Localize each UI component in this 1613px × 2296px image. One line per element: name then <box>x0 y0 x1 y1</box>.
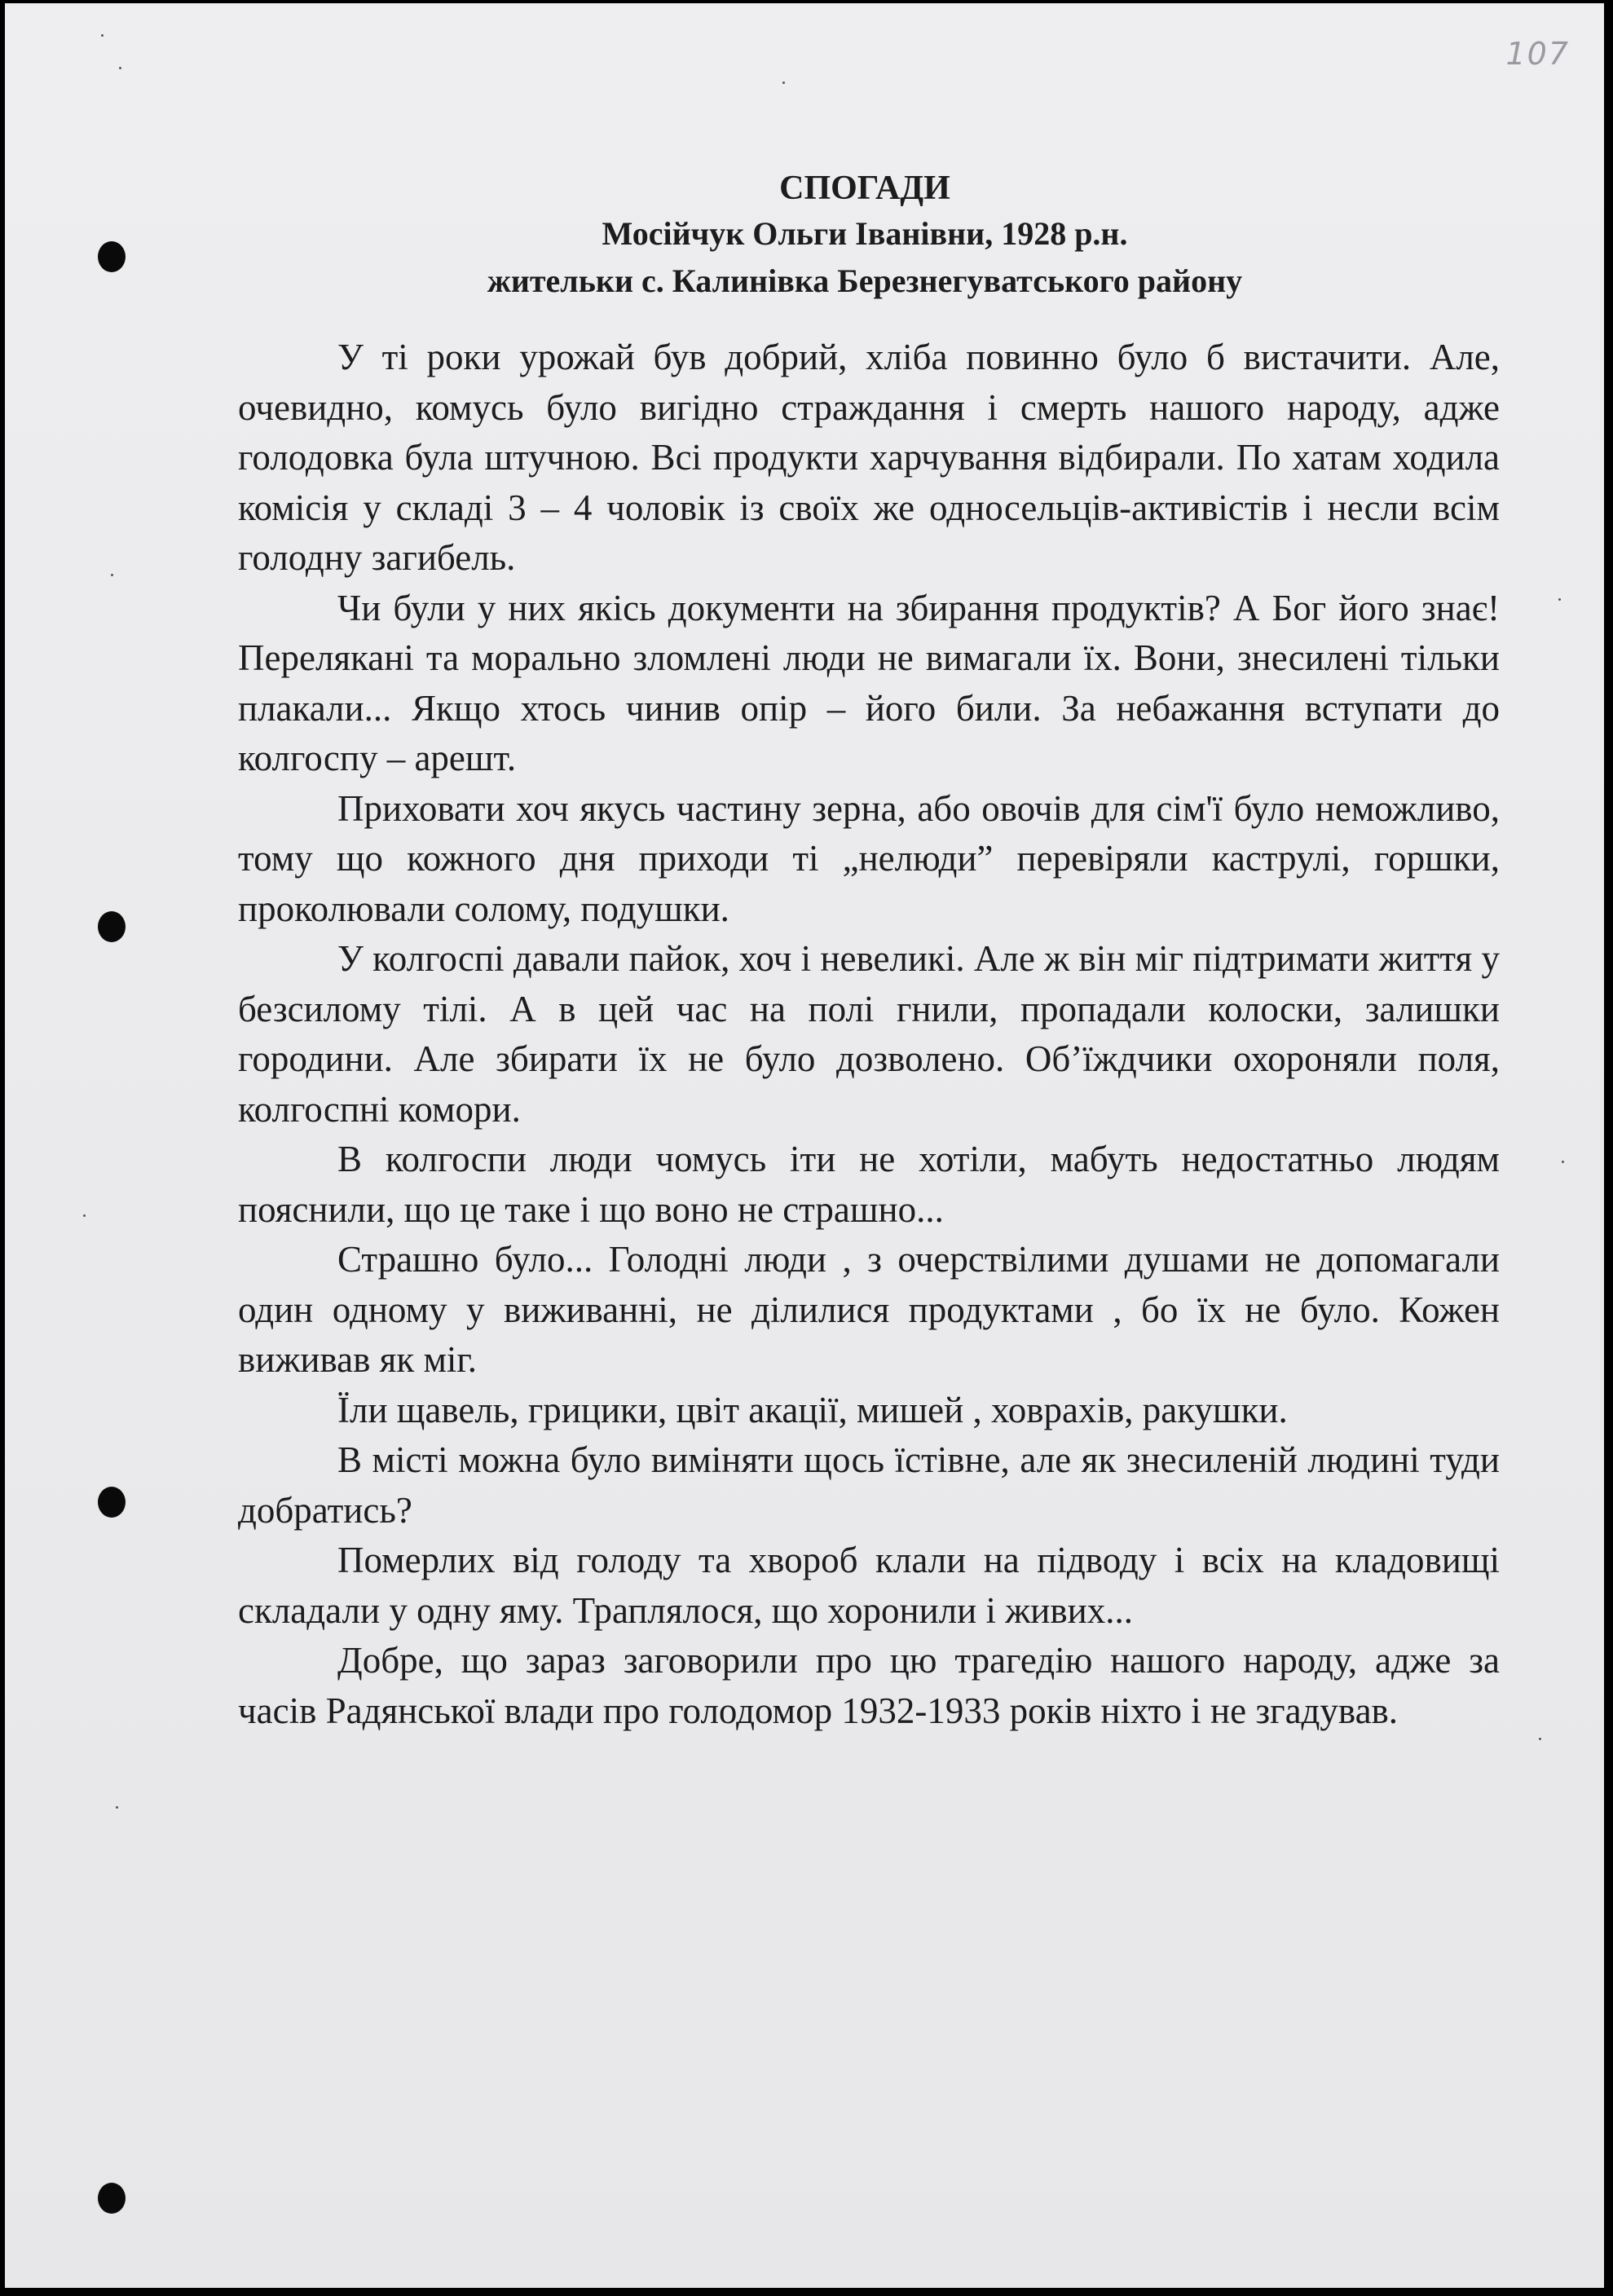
paper-speck <box>1539 1738 1541 1740</box>
punch-hole-2 <box>98 911 126 942</box>
paragraph: У ті роки урожай був добрий, хліба повинно було б вистачити. Але, очевидно, комусь було вигідно страждання і смерть нашого народу, адже голодовка була штучною. Всі продукти харчування відбирали. По хатам ходила комісія у складі 3 – 4 чоловік із своїх же односельців-активістів і несли всім голодну загибель. <box>238 337 1500 578</box>
paragraph: Страшно було... Голодні люди , з очерствілими душами не допомагали один одному у виживанні, не ділилися продуктами , бо їх не було. Кожен виживав як міг. <box>238 1239 1500 1380</box>
paper-speck <box>83 1214 86 1217</box>
paragraph: Приховати хоч якусь частину зерна, або овочів для сім'ї було неможливо, тому що кожного дня приходи ті „нелюди” перевіряли каструлі, горшки, проколювали солому, подушки. <box>238 787 1500 929</box>
paper-speck <box>1562 1161 1564 1163</box>
paper-speck <box>101 34 104 37</box>
author-name-line: Мосійчук Ольги Іванівни, 1928 р.н. <box>602 215 1128 252</box>
paper-speck <box>1558 598 1561 601</box>
paper-speck <box>119 67 121 69</box>
paragraph: У колгоспі давали пайок, хоч і невеликі. Але ж він міг підтримати життя у безсилому тілі. А в цей час на полі гнили, пропадали колоски, залишки городини. Але збирати їх не було дозволено. Об’їждчики охороняли поля, колгоспні комори. <box>238 938 1500 1130</box>
document-header <box>225 166 1505 305</box>
paragraph: Їли щавель, грицики, цвіт акації, мишей , ховрахів, ракушки. <box>337 1389 1288 1430</box>
paragraph: Померлих від голоду та хвороб клали на підводу і всіх на кладовищі складали у одну яму. Траплялося, що хоронили і живих... <box>238 1540 1500 1631</box>
punch-hole-1 <box>98 241 126 272</box>
paper-speck <box>116 1806 118 1809</box>
document-page <box>5 3 1604 2288</box>
paragraph: В місті можна було виміняти щось їстівне, але як знесиленій людині туди добратись? <box>238 1439 1500 1531</box>
memoir-body <box>238 333 1500 1736</box>
paper-speck <box>111 574 113 576</box>
paragraph: Добре, що зараз заговорили про цю трагедію нашого народу, адже за часів Радянської влади про голодомор 1932-1933 років ніхто і не згадував. <box>238 1640 1500 1731</box>
document-title: СПОГАДИ <box>779 170 950 207</box>
punch-hole-4 <box>98 2183 126 2214</box>
paper-speck <box>782 82 785 84</box>
paragraph: Чи були у них якісь документи на збирання продуктів? А Бог його знає! Перелякані та морально зломлені люди не вимагали їх. Вони, знесилені тільки плакали... Якщо хтось чинив опір – його били. За небажання вступати до колгоспу – арешт. <box>238 587 1500 778</box>
page-number: 107 <box>1505 36 1570 72</box>
punch-hole-3 <box>98 1487 126 1518</box>
paragraph: В колгоспи люди чомусь іти не хотіли, мабуть недостатньо людям пояснили, що це таке і що воно не страшно... <box>238 1139 1500 1230</box>
author-residence-line: жительки с. Калинівка Березнегуватського району <box>487 262 1243 299</box>
